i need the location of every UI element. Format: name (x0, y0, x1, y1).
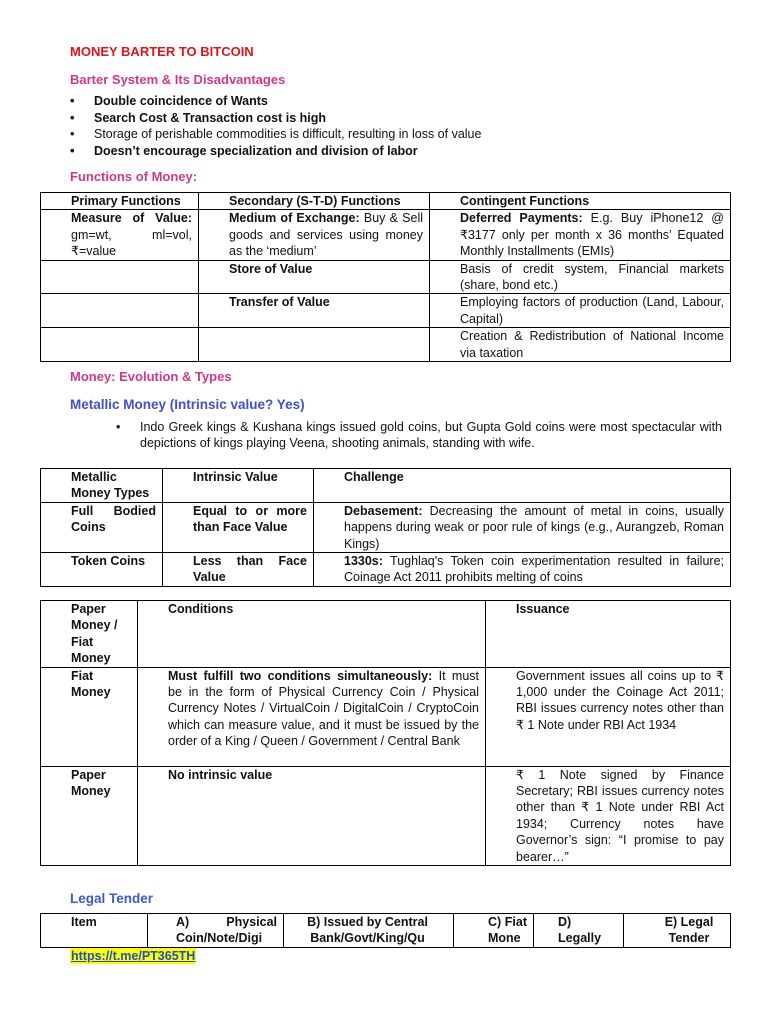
table-header-cell: Paper Money / Fiat Money (41, 601, 138, 668)
cell-text: gm=wt, ml=vol, ₹=value (71, 227, 192, 259)
table-row (41, 766, 731, 865)
table-cell: Creation & Redistribution of National Income via taxation (430, 328, 731, 362)
table-row (41, 294, 731, 328)
telegram-link[interactable]: https://t.me/PT365TH (71, 949, 196, 963)
table-cell (314, 553, 731, 587)
table-cell: Government issues all coins up to ₹ 1,000 under the Coinage Act 2011; RBI issues currency notes other than ₹ 1 Note under RBI Act 1934 (486, 667, 731, 766)
table-cell: Less than Face Value (163, 553, 314, 587)
bullet-icon: • (116, 420, 121, 434)
table-header-cell: Intrinsic Value (163, 469, 314, 503)
table-cell (41, 294, 199, 328)
table-row (41, 553, 731, 587)
table-header-cell: D) Legally (534, 914, 624, 948)
cell-text: Tughlaq's Token coin experimentation resulted in failure; Coinage Act 2011 prohibits melting of coins (344, 554, 724, 585)
table-cell: Store of Value (199, 260, 430, 294)
cell-label: Must fulfill two conditions simultaneously: (168, 668, 433, 683)
table-header-cell: Issuance (486, 601, 731, 668)
table-header-cell: Challenge (314, 469, 731, 503)
table-row (41, 260, 731, 294)
functions-table (40, 192, 731, 362)
table-cell (430, 210, 731, 260)
table-cell: Token Coins (41, 553, 163, 587)
table-row (41, 502, 731, 552)
table-row (41, 328, 731, 362)
table-header-cell: Conditions (138, 601, 486, 668)
metallic-bullet (70, 419, 722, 452)
table-cell (41, 328, 199, 362)
table-header-cell: C) Fiat Mone (454, 914, 534, 948)
table-cell: Equal to or more than Face Value (163, 502, 314, 552)
table-cell: Full Bodied Coins (41, 502, 163, 552)
list-item: • Doesn’t encourage specialization and division of labor (70, 143, 481, 160)
list-item: • Storage of perishable commodities is difficult, resulting in loss of value (70, 126, 481, 143)
table-header-cell: B) Issued by Central Bank/Govt/King/Qu (284, 914, 454, 948)
page-title: MONEY BARTER TO BITCOIN (70, 44, 254, 59)
evolution-heading: Money: Evolution & Types (70, 369, 232, 384)
table-cell (41, 260, 199, 294)
table-cell: Fiat Money (41, 667, 138, 766)
cell-text: It must be in the form of Physical Currency Coin / Physical Currency Notes / VirtualCoin / DigitalCoin / CryptoCoin which can measure value, and it must be issued by the order of a King / Queen / Government / Central Bank (168, 668, 480, 749)
cell-text: Buy & Sell goods and services using money as the ‘medium’ (229, 211, 423, 259)
table-cell (199, 328, 430, 362)
list-item: • Search Cost & Transaction cost is high (70, 110, 481, 127)
cell-label: Deferred Payments: (460, 211, 583, 226)
metallic-heading: Metallic Money (Intrinsic value? Yes) (70, 397, 305, 412)
cell-label: Measure of Value: (71, 211, 192, 226)
cell-label: No intrinsic value (168, 767, 273, 782)
list-item: • Double coincidence of Wants (70, 93, 481, 110)
cell-label: Debasement: (344, 503, 423, 518)
table-row (41, 667, 731, 766)
table-header-cell: Contingent Functions (430, 193, 731, 210)
table-cell: Basis of credit system, Financial markets (share, bond etc.) (430, 260, 731, 294)
table-header-cell: Secondary (S-T-D) Functions (199, 193, 430, 210)
table-header-cell: Item (41, 914, 148, 948)
table-header-cell: Primary Functions (41, 193, 199, 210)
cell-label: 1330s: (344, 554, 383, 569)
table-row (41, 914, 731, 948)
legal-tender-heading: Legal Tender (70, 891, 154, 906)
table-cell (138, 766, 486, 865)
table-header-cell: Metallic Money Types (41, 469, 163, 503)
table-cell (199, 210, 430, 260)
cell-text: E.g. Buy iPhone12 @ ₹3177 only per month x 36 months’ Equated Monthly Installments (EMIs) (460, 211, 724, 259)
table-row (41, 193, 731, 210)
barter-heading: Barter System & Its Disadvantages (70, 72, 286, 87)
table-cell (138, 667, 486, 766)
table-cell (314, 502, 731, 552)
table-row (41, 469, 731, 503)
legal-tender-table (40, 913, 731, 948)
paper-money-table (40, 600, 731, 866)
metallic-table (40, 468, 731, 587)
functions-heading: Functions of Money: (70, 169, 198, 184)
barter-list (70, 93, 481, 159)
table-cell: Paper Money (41, 766, 138, 865)
table-cell (41, 210, 199, 260)
table-row (41, 601, 731, 668)
table-row (41, 210, 731, 260)
table-cell: Employing factors of production (Land, Labour, Capital) (430, 294, 731, 328)
table-header-cell: E) Legal Tender (624, 914, 731, 948)
table-header-cell: A) Physical Coin/Note/Digi (148, 914, 284, 948)
cell-label: Medium of Exchange: (229, 211, 360, 226)
bullet-text: Indo Greek kings & Kushana kings issued gold coins, but Gupta Gold coins were most spectacular with depictions of kings playing Veena, shooting animals, standing with wife. (140, 420, 722, 451)
cell-text: Decreasing the amount of metal in coins, usually happens during weak or poor rule of kings (e.g., Aurangzeb, Roman Kings) (344, 503, 724, 551)
table-cell: Transfer of Value (199, 294, 430, 328)
table-cell: ₹ 1 Note signed by Finance Secretary; RBI issues currency notes other than ₹ 1 Note under RBI Act 1934; Currency notes have Governor’s sign: “I promise to pay bearer…” (486, 766, 731, 865)
